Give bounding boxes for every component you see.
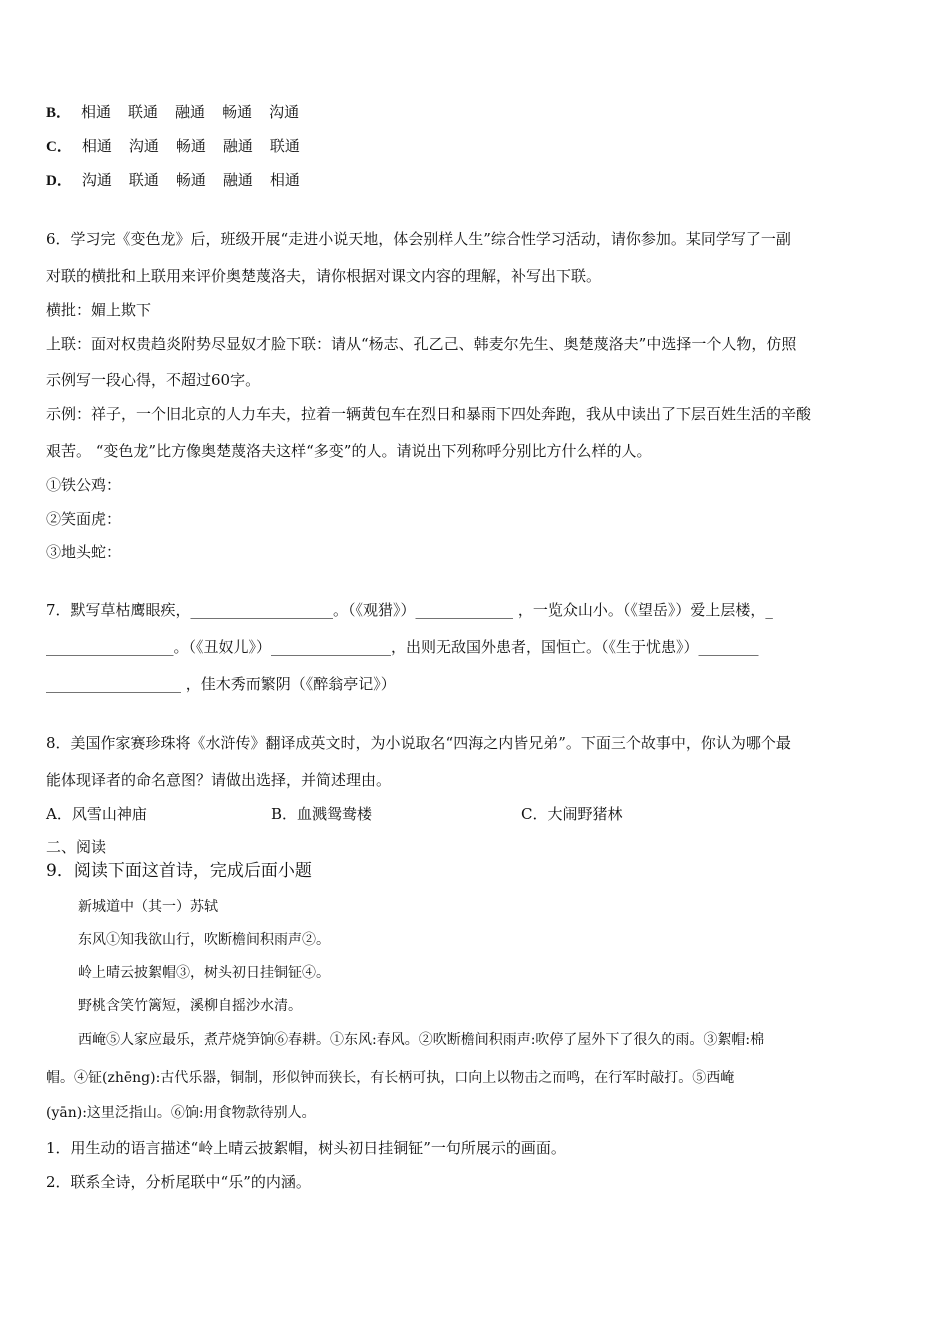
option-d bbox=[46, 170, 317, 191]
section-heading: 二、阅读 bbox=[46, 838, 107, 856]
option-word: 融通 bbox=[222, 171, 253, 189]
option-word: 相通 bbox=[81, 103, 112, 121]
q8-line: 能体现译者的命名意图？请做出选择，并简述理由。 bbox=[46, 771, 392, 789]
q6-item: ①铁公鸡： bbox=[46, 476, 122, 494]
q6-line: 示例写一段心得，不超过60字。 bbox=[46, 371, 261, 389]
option-letter: B． bbox=[46, 105, 72, 121]
option-word: 相通 bbox=[81, 137, 112, 155]
option-word: 联通 bbox=[269, 137, 300, 155]
q6-item: ③地头蛇： bbox=[46, 543, 122, 561]
option-word: 联通 bbox=[128, 103, 159, 121]
option-letter: C． bbox=[46, 139, 72, 155]
poem-line: 野桃含笑竹篱短，溪柳自摇沙水清。 bbox=[78, 998, 302, 1014]
q6-line: 示例：祥子，一个旧北京的人力车夫，拉着一辆黄包车在烈日和暴雨下四处奔跑，我从中读出了下层百姓生活的辛酸 bbox=[46, 405, 812, 423]
option-word: 联通 bbox=[128, 171, 159, 189]
q8-choice-c: C．大闹野猪林 bbox=[521, 805, 623, 823]
q6-line: 6．学习完《变色龙》后，班级开展“走进小说天地，体会别样人生”综合性学习活动，请你参加。某同学写了一副 bbox=[46, 230, 791, 248]
q8-choice-a: A．风雪山神庙 bbox=[46, 805, 147, 823]
option-word: 畅通 bbox=[175, 171, 206, 189]
q8-choices bbox=[46, 804, 622, 824]
q9-title: 9．阅读下面这首诗，完成后面小题 bbox=[46, 861, 312, 881]
option-c bbox=[46, 136, 317, 157]
option-word: 沟通 bbox=[81, 171, 112, 189]
poem-notes: (yān):这里泛指山。⑥饷:用食物款待别人。 bbox=[46, 1105, 316, 1121]
option-letter: D． bbox=[46, 173, 72, 189]
poem-line: 东风①知我欲山行，吹断檐间积雨声②。 bbox=[78, 932, 330, 948]
q6-line: 横批：媚上欺下 bbox=[46, 301, 152, 319]
poem-title: 新城道中（其一）苏轼 bbox=[78, 899, 218, 915]
q6-item: ②笑面虎： bbox=[46, 510, 122, 528]
option-word: 畅通 bbox=[175, 137, 206, 155]
option-word: 相通 bbox=[269, 171, 300, 189]
poem-notes: 西崦⑤人家应最乐，煮芹烧笋饷⑥春耕。①东风:春风。②吹断檐间积雨声:吹停了屋外下了很久的雨。③絮帽:棉 bbox=[78, 1032, 765, 1048]
q6-line: 对联的横批和上联用来评价奥楚蔑洛夫，请你根据对课文内容的理解，补写出下联。 bbox=[46, 267, 602, 285]
q9-subquestion: 1．用生动的语言描述“岭上晴云披絮帽，树头初日挂铜钲”一句所展示的画面。 bbox=[46, 1139, 566, 1157]
option-b bbox=[46, 102, 316, 123]
q8-choice-b: B．血溅鸳鸯楼 bbox=[271, 805, 373, 823]
option-word: 沟通 bbox=[128, 137, 159, 155]
q7-line: _________________。（《丑奴儿》）________________，出则无敌国外患者，国恒亡。（《生于忧患》）________ bbox=[46, 638, 759, 656]
q9-subquestion: 2．联系全诗，分析尾联中“乐”的内涵。 bbox=[46, 1173, 311, 1191]
poem-notes: 帽。④钲(zhēng):古代乐器，铜制，形似钟而狭长，有长柄可执，口向上以物击之而鸣，在行军时敲打。⑤西崦 bbox=[46, 1070, 735, 1086]
q6-line: 艰苦。 “变色龙”比方像奥楚蔑洛夫这样“多变”的人。请说出下列称呼分别比方什么样的人。 bbox=[46, 442, 652, 460]
option-word: 融通 bbox=[222, 137, 253, 155]
poem-line: 岭上晴云披絮帽③，树头初日挂铜钲④。 bbox=[78, 965, 330, 981]
q7-line: 7．默写草枯鹰眼疾，___________________。（《观猎》）_____________ ，一览众山小。（《望岳》）爱上层楼，_ bbox=[46, 601, 773, 619]
option-word: 畅通 bbox=[222, 103, 253, 121]
q6-line: 上联：面对权贵趋炎附势尽显奴才脸下联：请从“杨志、孔乙己、韩麦尔先生、奥楚蔑洛夫”中选择一个人物，仿照 bbox=[46, 335, 797, 353]
option-word: 融通 bbox=[175, 103, 206, 121]
q7-line: __________________ ，佳木秀而繁阴（《醉翁亭记》） bbox=[46, 675, 396, 693]
q8-line: 8．美国作家赛珍珠将《水浒传》翻译成英文时，为小说取名“四海之内皆兄弟”。下面三个故事中，你认为哪个最 bbox=[46, 734, 791, 752]
option-word: 沟通 bbox=[269, 103, 300, 121]
